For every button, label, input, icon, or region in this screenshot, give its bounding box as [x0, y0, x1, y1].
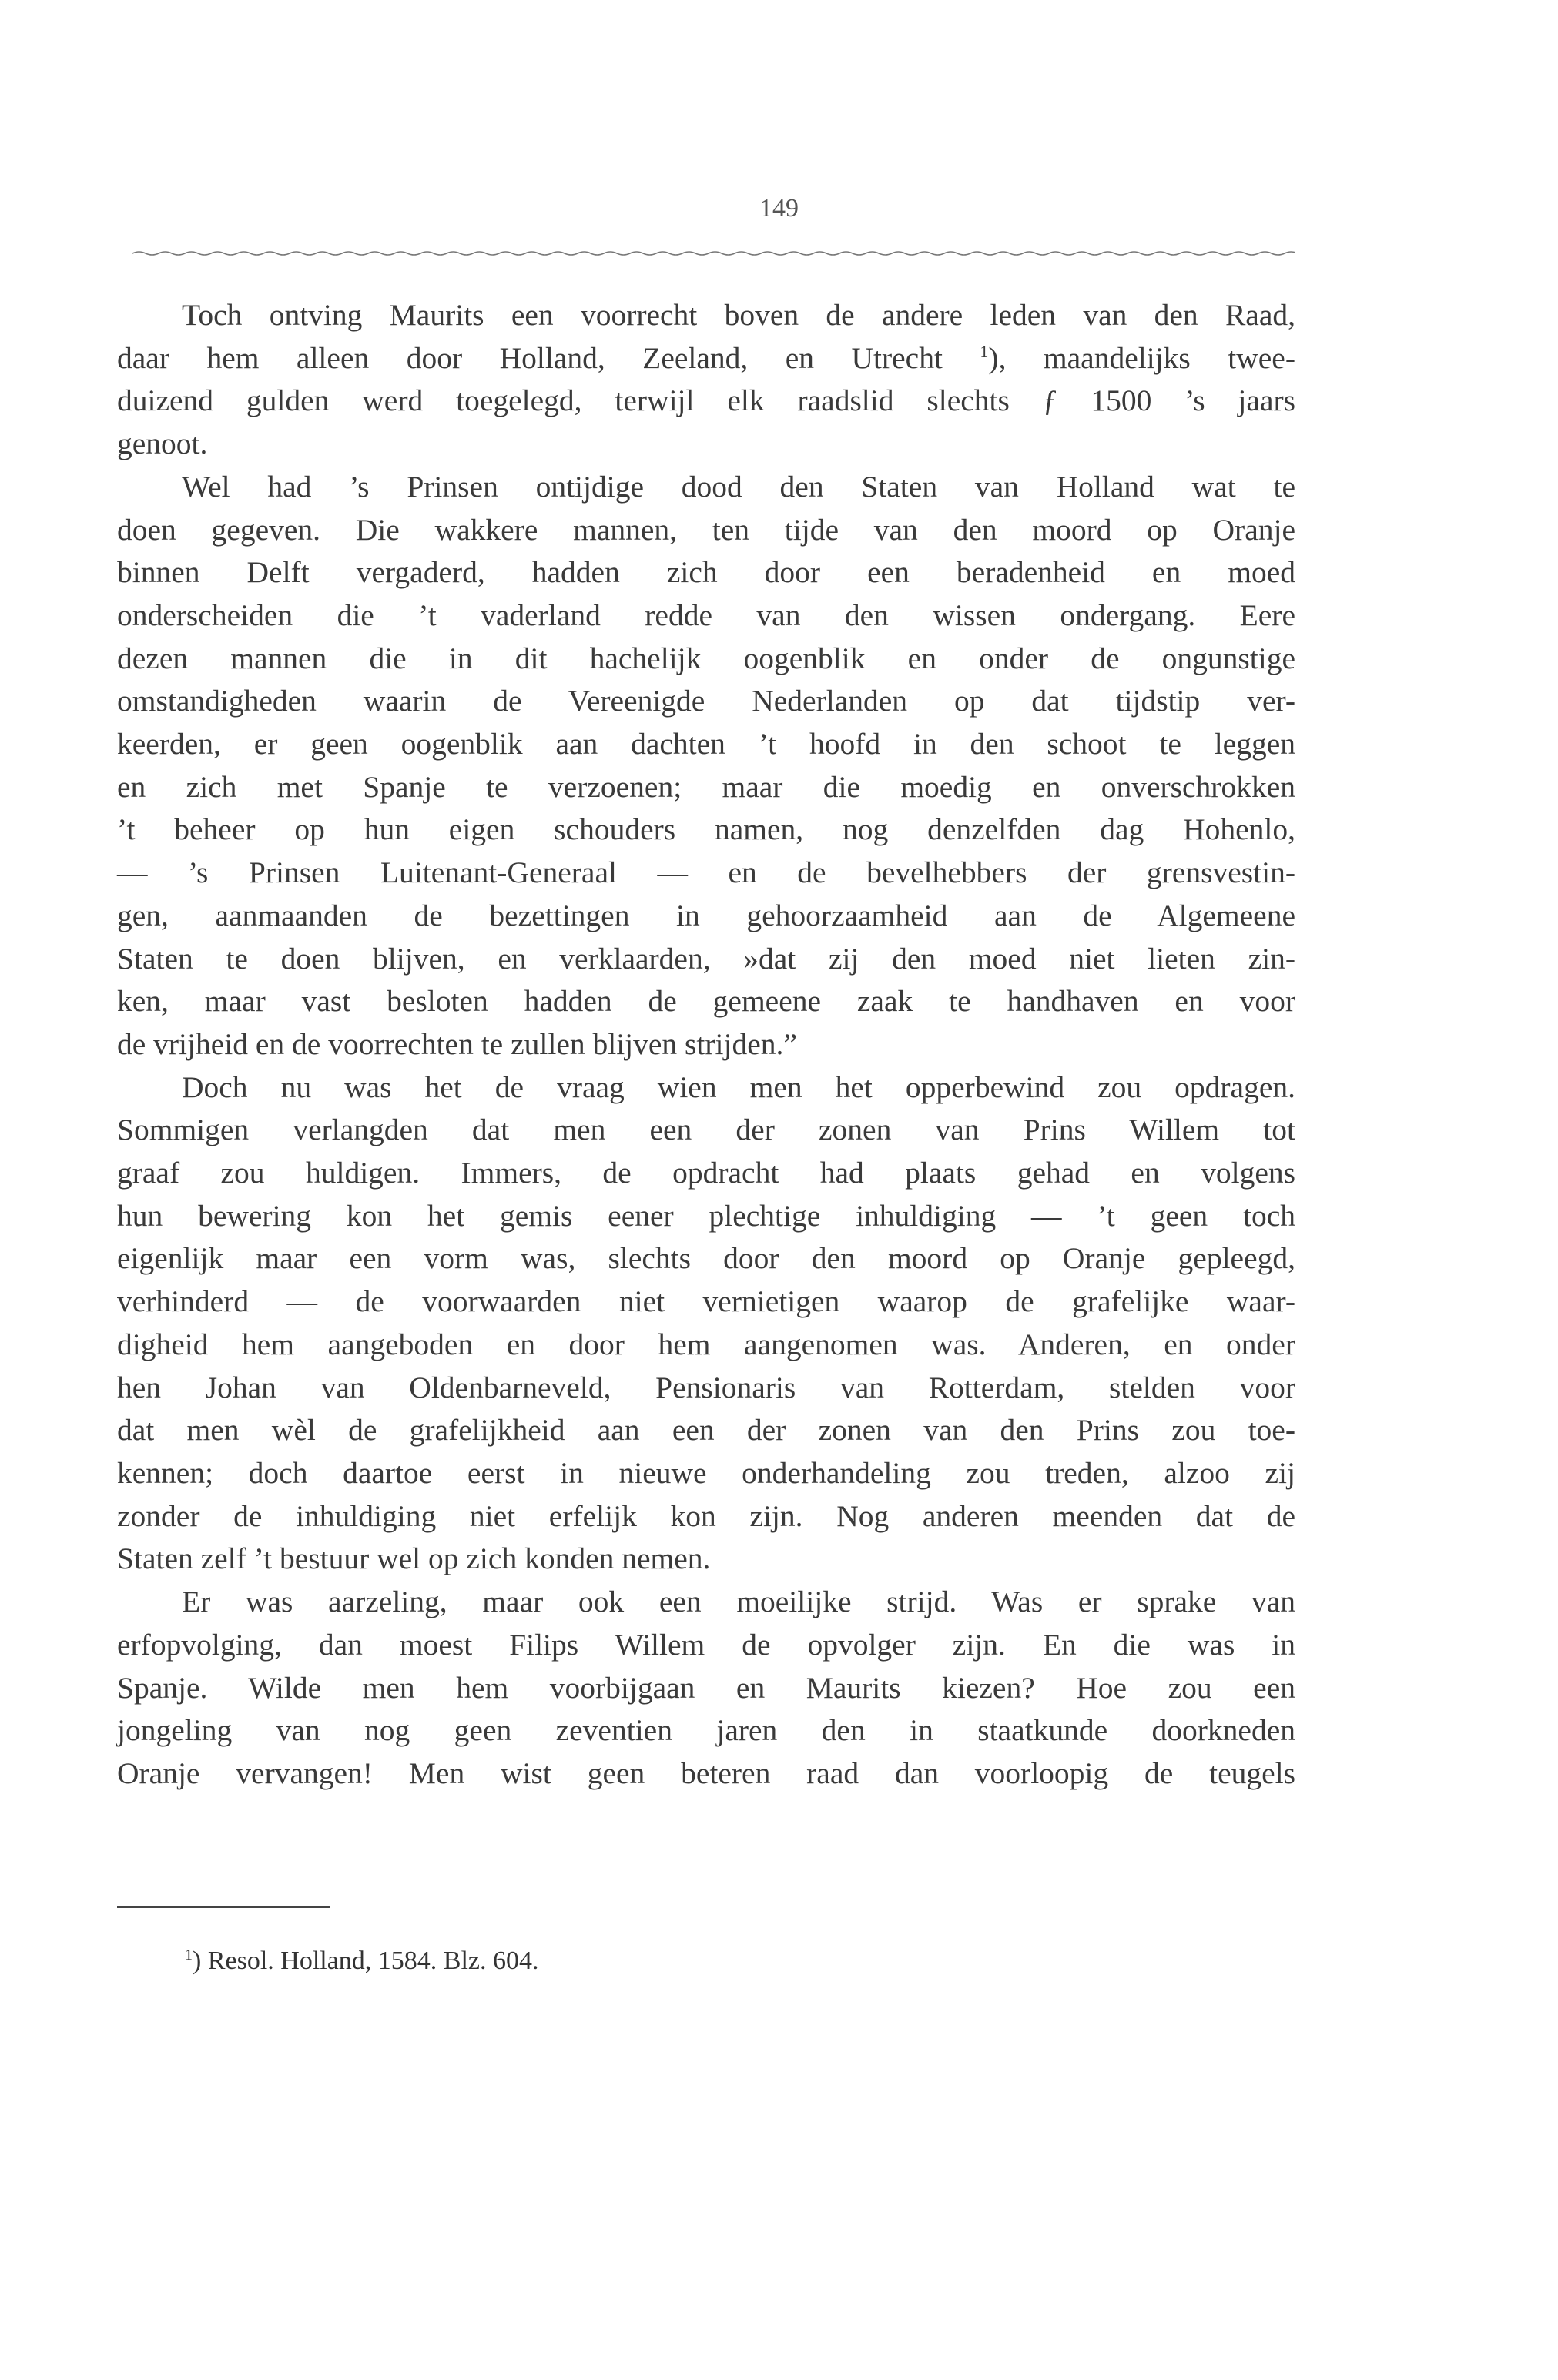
text-line: onderscheiden die ’t vaderland redde van den wissen ondergang. Eere	[117, 598, 1295, 632]
text-line: zonder de inhuldiging niet erfelijk kon zijn. Nog anderen meenden dat de	[117, 1498, 1295, 1533]
paragraph-2	[117, 466, 1295, 1066]
text-line: Doch nu was het de vraag wien men het opperbewind zou opdragen.	[182, 1069, 1295, 1104]
text-line: hen Johan van Oldenbarneveld, Pensionaris van Rotterdam, stelden voor	[117, 1370, 1295, 1404]
footnote-reference: 1	[980, 341, 989, 361]
text-line: digheid hem aangeboden en door hem aangenomen was. Anderen, en onder	[117, 1327, 1295, 1361]
text-line: keerden, er geen oogenblik aan dachten ’t hoofd in den schoot te leggen	[117, 727, 1295, 762]
text-line: genoot.	[117, 427, 208, 461]
text-line: Toch ontving Maurits een voorrecht boven de andere leden van den Raad,	[182, 298, 1295, 332]
text-line: — ’s Prinsen Luitenant-Generaal — en de bevelhebbers der grensvestin-	[117, 855, 1295, 890]
paragraph-1	[117, 294, 1295, 466]
footnote-marker: 1	[185, 1947, 193, 1963]
text-line: verhinderd — de voorwaarden niet vernietigen waarop de grafelijke waar-	[117, 1284, 1295, 1319]
text-line: dezen mannen die in dit hachelijk oogenblik en onder de ongunstige	[117, 641, 1295, 675]
text-line-with-note: daar hem alleen door Holland, Zeeland, en Utrecht $^1$), maandelijks twee-	[117, 340, 1295, 375]
text-line: hun bewering kon het gemis eener plechtige inhuldiging — ’t geen toch	[117, 1198, 1295, 1233]
text-line: en zich met Spanje te verzoenen; maar die moedig en onverschrokken	[117, 769, 1295, 804]
text-line: erfopvolging, dan moest Filips Willem de opvolger zijn. En die was in	[117, 1627, 1295, 1662]
text-line: Staten te doen blijven, en verklaarden, »dat zij den moed niet lieten zin-	[117, 941, 1295, 976]
text-line: Wel had ’s Prinsen ontijdige dood den Staten van Holland wat te	[182, 469, 1295, 504]
text-line: ken, maar vast besloten hadden de gemeene zaak te handhaven en voor	[117, 984, 1295, 1019]
text-line: duizend gulden werd toegelegd, terwijl elk raadslid slechts ƒ 1500 ’s jaars	[117, 383, 1295, 418]
text-line: omstandigheden waarin de Vereenigde Nederlanden op dat tijdstip ver-	[117, 684, 1295, 718]
text-line: doen gegeven. Die wakkere mannen, ten tijde van den moord op Oranje	[117, 512, 1295, 547]
text-line: binnen Delft vergaderd, hadden zich door een beradenheid en moed	[117, 555, 1295, 590]
paragraph-3	[117, 1066, 1295, 1581]
text-line: jongeling van nog geen zeventien jaren den in staatkunde doorkneden	[117, 1713, 1295, 1748]
paragraph-4	[117, 1581, 1295, 1796]
decorative-wavy-rule	[132, 248, 1295, 259]
text-line: Er was aarzeling, maar ook een moeilijke strijd. Was er sprake van	[182, 1585, 1295, 1619]
footnote-separator	[117, 1906, 330, 1908]
footnote-text: ) Resol. Holland, 1584. Blz. 604.	[193, 1947, 539, 1975]
page-number: 149	[759, 194, 799, 223]
text-line: dat men wèl de grafelijkheid aan een der zonen van den Prins zou toe-	[117, 1413, 1295, 1448]
text-line: ’t beheer op hun eigen schouders namen, nog denzelfden dag Hohenlo,	[117, 812, 1295, 847]
text-line: kennen; doch daartoe eerst in nieuwe onderhandeling zou treden, alzoo zij	[117, 1455, 1295, 1490]
text-line: eigenlijk maar een vorm was, slechts door den moord op Oranje gepleegd,	[117, 1241, 1295, 1276]
text-line: Spanje. Wilde men hem voorbijgaan en Maurits kiezen? Hoe zou een	[117, 1670, 1295, 1705]
text-line: Oranje vervangen! Men wist geen beteren raad dan voorloopig de teugels	[117, 1756, 1295, 1790]
body-text	[117, 294, 1295, 1796]
footnote	[185, 1947, 539, 1976]
text-line: graaf zou huldigen. Immers, de opdracht had plaats gehad en volgens	[117, 1156, 1295, 1190]
text-line: gen, aanmaanden de bezettingen in gehoorzaamheid aan de Algemeene	[117, 898, 1295, 932]
text-line: Sommigen verlangden dat men een der zonen van Prins Willem tot	[117, 1113, 1295, 1147]
text-line: de vrijheid en de voorrechten te zullen blijven strijden.”	[117, 1026, 797, 1061]
text-line: Staten zelf ’t bestuur wel op zich konden nemen.	[117, 1541, 711, 1576]
